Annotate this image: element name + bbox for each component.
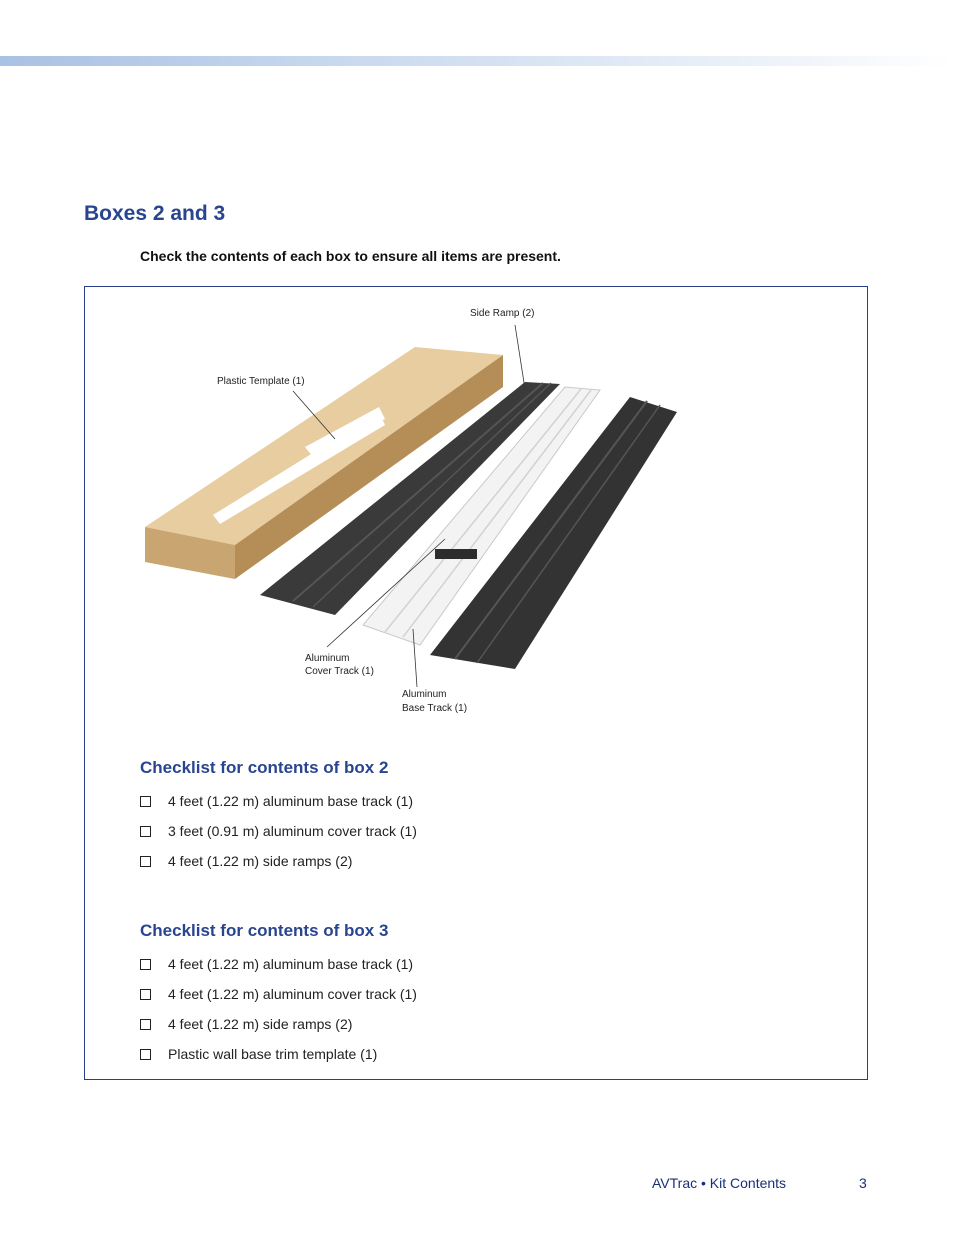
checkbox-icon[interactable] bbox=[140, 989, 151, 1000]
checklist-item-label: 4 feet (1.22 m) side ramps (2) bbox=[168, 1016, 353, 1032]
box2-checklist-heading: Checklist for contents of box 2 bbox=[140, 758, 389, 777]
intro-text: Check the contents of each box to ensure all items are present. bbox=[140, 248, 561, 264]
plastic-template-callout: Plastic Template (1) bbox=[217, 376, 305, 387]
checklist-item-label: 4 feet (1.22 m) aluminum base track (1) bbox=[168, 956, 414, 972]
page-number: 3 bbox=[859, 1175, 867, 1191]
section-title: Boxes 2 and 3 bbox=[84, 202, 226, 225]
header-gradient-band bbox=[0, 56, 954, 66]
cover-track-callout-line2: Cover Track (1) bbox=[305, 666, 374, 677]
checkbox-icon[interactable] bbox=[140, 856, 151, 867]
checkbox-icon[interactable] bbox=[140, 1019, 151, 1030]
checklist-item-label: 4 feet (1.22 m) aluminum base track (1) bbox=[168, 793, 414, 809]
checklist-item bbox=[140, 1046, 417, 1076]
box3-checklist-heading: Checklist for contents of box 3 bbox=[140, 921, 389, 940]
kit-contents-illustration bbox=[85, 287, 869, 737]
base-track-callout-line1: Aluminum bbox=[402, 689, 447, 700]
side-ramp-leader-line bbox=[515, 325, 525, 389]
base-track-callout-line2: Base Track (1) bbox=[402, 703, 468, 714]
checklist-item-label: 3 feet (0.91 m) aluminum cover track (1) bbox=[168, 823, 417, 839]
checkbox-icon[interactable] bbox=[140, 796, 151, 807]
footer-label: AVTrac • Kit Contents bbox=[652, 1175, 787, 1191]
checklist-item bbox=[140, 823, 417, 853]
checklist-item-label: Plastic wall base trim template (1) bbox=[168, 1046, 378, 1062]
box2-checklist bbox=[140, 793, 417, 883]
checklist-item bbox=[140, 986, 417, 1016]
checkbox-icon[interactable] bbox=[140, 1049, 151, 1060]
checkbox-icon[interactable] bbox=[140, 959, 151, 970]
checklist-item-label: 4 feet (1.22 m) aluminum cover track (1) bbox=[168, 986, 417, 1002]
box3-checklist bbox=[140, 956, 417, 1076]
cover-track-callout-line1: Aluminum bbox=[305, 653, 350, 664]
checklist-item bbox=[140, 956, 417, 986]
checklist-item-label: 4 feet (1.22 m) side ramps (2) bbox=[168, 853, 353, 869]
checklist-item bbox=[140, 853, 417, 883]
side-ramp-callout: Side Ramp (2) bbox=[470, 308, 535, 319]
checklist-item bbox=[140, 793, 417, 823]
checkbox-icon[interactable] bbox=[140, 826, 151, 837]
checklist-item bbox=[140, 1016, 417, 1046]
contents-box bbox=[84, 286, 868, 1080]
